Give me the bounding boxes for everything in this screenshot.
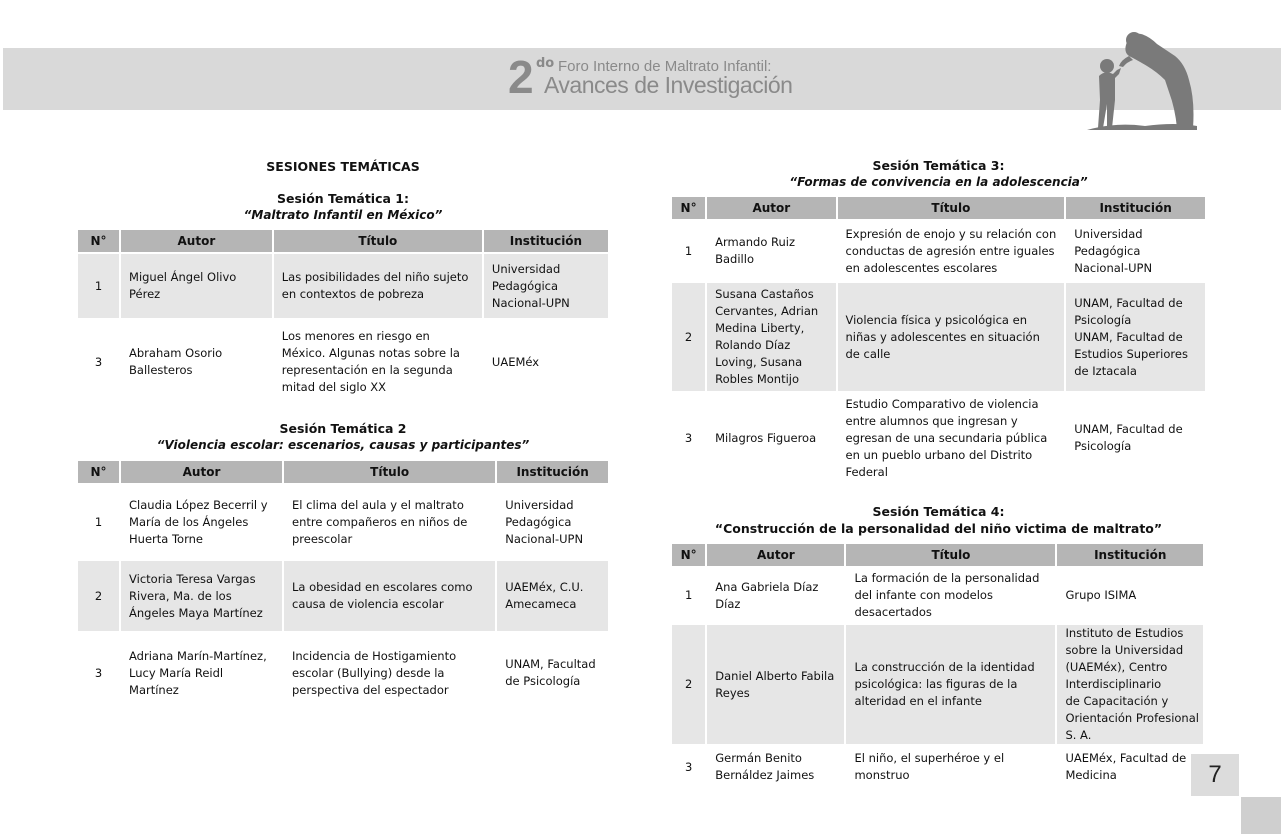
row-titulo: El niño, el superhéroe y el monstruo [854,751,1005,782]
session-1-table [76,228,610,406]
col-autor: Autor [121,230,272,252]
page-number: 7 [1191,754,1239,796]
mother-child-silhouette-icon [1085,30,1205,130]
row-number: 3 [94,665,103,680]
table-row [78,561,608,631]
row-titulo: Las posibilidades del niño sujeto en contextos de pobreza [274,254,482,318]
col-n: N° [78,230,119,252]
row-institucion: Universidad Pedagógica Nacional-UPN [484,254,608,318]
session-3-title: Sesión Temática 3: [872,158,1005,173]
row-autor: Milagros Figueroa [715,430,817,445]
row-autor: Susana Castaños Cervantes, Adrian Medina Liberty, Rolando Díaz Loving, Susana Robles Montijo [707,283,835,391]
logo-number: 2 [508,51,534,103]
row-autor: Adriana Marín-Martínez, Lucy María Reidl Martínez [129,648,267,697]
table-header [78,230,608,252]
row-number: 2 [672,625,705,744]
row-titulo: La formación de la personalidad del infante con modelos desacertados [854,571,1040,619]
session-1-title: Sesión Temática 1: [276,191,409,206]
session-4-subtitle: “Construcción de la personalidad del niño victima de maltrato” [714,521,1163,536]
session-1-subtitle: “Maltrato Infantil en México” [243,208,443,222]
row-autor: Claudia López Becerril y María de los Ángeles Huerta Torne [129,497,268,546]
row-titulo: Estudio Comparativo de violencia entre alumnos que ingresan y egresan de una secundaria pública en un pueblo urbano del Distrito Federal [845,396,1048,479]
row-institucion [1066,283,1205,391]
session-4-heading [672,503,1205,537]
row-titulo: Incidencia de Hostigamiento escolar (Bullying) desde la perspectiva del espectador [292,648,457,697]
row-number: 1 [78,254,119,318]
session-1-heading [78,190,608,224]
col-n: N° [672,197,705,219]
row-institucion: UAEMéx, Facultad de Medicina [1065,751,1187,782]
session-4-table [670,542,1205,790]
row-institucion-line1: UNAM, Facultad de Psicología [1074,295,1183,327]
row-number: 3 [684,759,693,774]
logo-suffix: do [536,56,555,71]
session-2-table [76,459,610,715]
main-title [78,158,608,175]
forum-logo [508,52,808,102]
table-header [78,461,608,483]
session-2-title: Sesión Temática 2 [279,421,407,436]
col-n: N° [78,461,119,483]
table-row [78,485,608,559]
row-number: 1 [684,588,693,602]
row-autor: Daniel Alberto Fabila Reyes [707,625,844,744]
col-titulo: Título [846,544,1055,566]
row-institucion: UNAM, Facultad de Psicología [1074,422,1183,453]
row-institucion-line1: Instituto de Estudios sobre la Universidad (UAEMéx), Centro Interdisciplinario [1065,626,1184,691]
col-n: N° [672,544,705,566]
col-institucion: Institución [1066,197,1205,219]
col-autor: Autor [121,461,282,483]
col-institucion: Institución [484,230,608,252]
row-titulo: Expresión de enojo y su relación con conductas de agresión entre iguales en adolescentes escolares [845,226,1057,275]
col-autor: Autor [707,544,844,566]
row-institucion-line2: de Capacitación y Orientación Profesional S. A. [1065,694,1199,742]
row-institucion-line2: UNAM, Facultad de Estudios Superiores de Iztacala [1074,329,1188,378]
table-row [78,254,608,318]
session-2-heading [78,420,608,454]
row-institucion: Universidad Pedagógica Nacional-UPN [505,497,584,546]
row-titulo: La obesidad en escolares como causa de violencia escolar [284,561,495,631]
row-autor: Victoria Teresa Vargas Rivera, Ma. de los Ángeles Maya Martínez [121,561,282,631]
table-header [672,544,1203,566]
col-institucion: Institución [497,461,608,483]
row-institucion: Grupo ISIMA [1065,588,1137,602]
page-corner-decoration [1241,797,1281,834]
session-3-subtitle: “Formas de convivencia en la adolescencia” [789,175,1088,189]
table-row [672,568,1203,623]
col-institucion: Institución [1057,544,1203,566]
main-title-text: SESIONES TEMÁTICAS [266,159,420,174]
row-titulo: Los menores en riesgo en México. Algunas notas sobre la representación en la segunda mitad del siglo XX [281,329,460,394]
row-institucion [1057,625,1203,744]
session-2-subtitle: “Violencia escolar: escenarios, causas y participantes” [156,438,530,452]
row-number: 3 [94,354,103,369]
row-autor: Abraham Osorio Ballesteros [129,346,223,377]
row-titulo: Violencia física y psicológica en niñas y adolescentes en situación de calle [838,283,1065,391]
session-3-heading [672,157,1205,191]
table-row [672,393,1205,483]
table-header [672,197,1205,219]
session-4-title: Sesión Temática 4: [872,504,1005,519]
row-number: 2 [78,561,119,631]
row-autor: Ana Gabriela Díaz Díaz [715,579,819,611]
col-titulo: Título [838,197,1065,219]
table-row [672,746,1203,788]
logo-line1: Foro Interno de Maltrato Infantil: [558,58,772,75]
col-titulo: Título [274,230,482,252]
row-titulo: La construcción de la identidad psicológica: las figuras de la alteridad en el infante [846,625,1055,744]
row-number: 3 [684,430,693,445]
col-autor: Autor [707,197,835,219]
col-titulo: Título [284,461,495,483]
table-row [78,633,608,713]
table-row [672,625,1203,744]
row-institucion: UAEMéx [491,354,540,369]
session-3-table [670,195,1207,485]
row-institucion: Universidad Pedagógica Nacional-UPN [1074,226,1153,275]
row-autor: Miguel Ángel Olivo Pérez [121,254,272,318]
row-titulo: El clima del aula y el maltrato entre compañeros en niños de preescolar [292,497,468,546]
row-number: 1 [94,514,103,529]
row-institucion: UAEMéx, C.U. Amecameca [497,561,608,631]
table-row [672,221,1205,281]
table-row [672,283,1205,391]
table-row [78,320,608,404]
row-number: 2 [672,283,705,391]
logo-line2: Avances de Investigación [544,72,793,98]
row-autor: Germán Benito Bernáldez Jaimes [715,751,815,782]
row-autor: Armando Ruiz Badillo [715,235,796,266]
row-number: 1 [684,243,693,258]
row-institucion: UNAM, Facultad de Psicología [505,657,596,688]
